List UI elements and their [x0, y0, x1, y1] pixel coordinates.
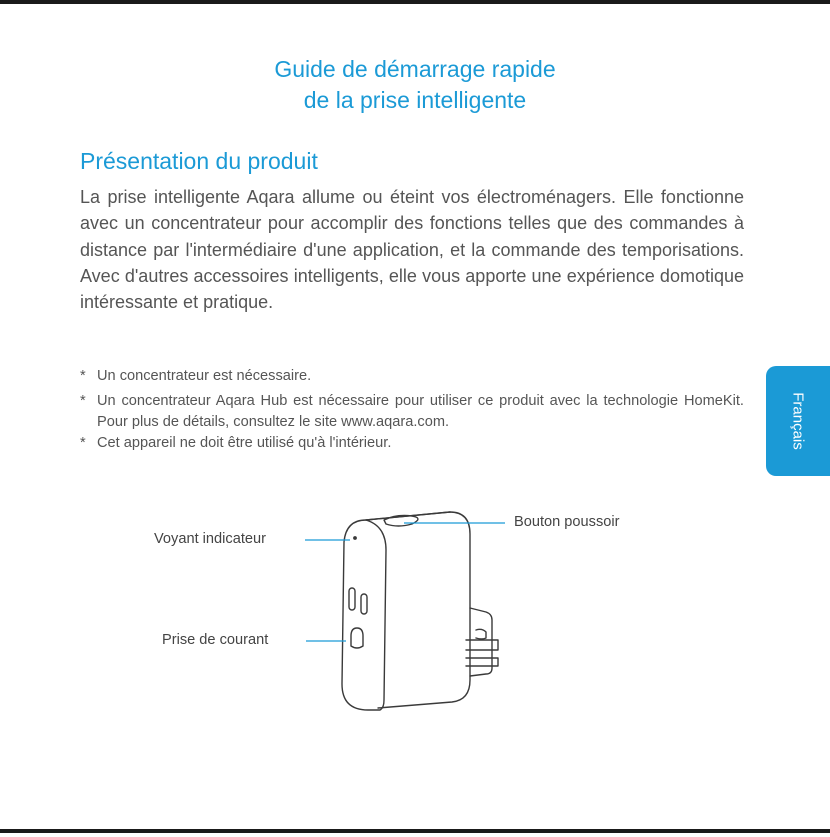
product-diagram [0, 490, 830, 730]
note-text: Un concentrateur Aqara Hub est nécessaire pour utiliser ce produit avec la technologie HomeKit. Pour plus de détails, consultez le site www.aqara.com. [97, 393, 744, 430]
language-tab-label: Français [789, 392, 807, 450]
language-tab[interactable] [766, 366, 830, 476]
bottom-border [0, 829, 830, 833]
section-heading: Présentation du produit [80, 148, 318, 174]
note-text: Cet appareil ne doit être utilisé qu'à l'intérieur. [97, 435, 392, 451]
title-line-1: Guide de démarrage rapide [274, 56, 556, 82]
product-description: La prise intelligente Aqara allume ou éteint vos électroménagers. Elle fonctionne avec un concentrateur pour accomplir des fonctions telles que des commandes à distance par l'intermédiaire d'une application, et la commande des temporisations. Avec d'autres accessoires intelligents, elle vous apporte une expérience domotique intéressante et pratique. [80, 187, 744, 313]
title-line-2: de la prise intelligente [303, 87, 527, 113]
note-marker: * [80, 435, 86, 451]
note-text: Un concentrateur est nécessaire. [97, 368, 312, 384]
top-border [0, 0, 830, 4]
note-item [80, 366, 744, 387]
note-item [80, 391, 744, 433]
notes-list [80, 366, 744, 454]
note-item [80, 433, 744, 454]
smart-plug-illustration [0, 490, 830, 730]
label-push-button: Bouton poussoir [514, 514, 620, 530]
note-marker: * [80, 368, 86, 384]
note-marker: * [80, 393, 86, 409]
page-title [0, 54, 830, 116]
label-outlet: Prise de courant [162, 632, 269, 648]
label-indicator: Voyant indicateur [154, 531, 266, 547]
